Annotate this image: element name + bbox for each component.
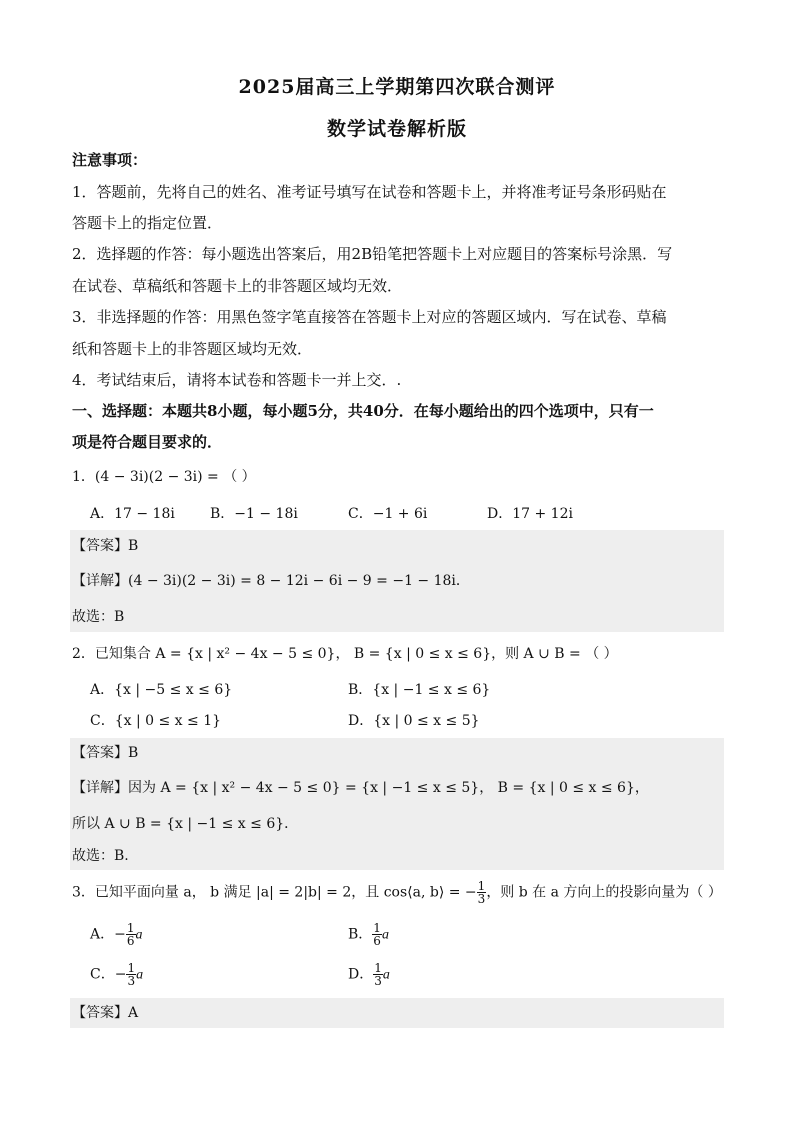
q3-stem-part: ，则 b 在 a 方向上的投影向量为（ ） (486, 884, 722, 901)
q2-choose: 故选：B. (72, 848, 129, 864)
question-3-stem (72, 880, 724, 905)
q3-stem-part: 3．已知平面向量 a， b 满足 |a| = 2|b| = 2，且 cos⟨a, b⟩ = − (72, 884, 477, 901)
exam-title: 2025届高三上学期第四次联合测评 (238, 76, 556, 98)
notice-line: 答题卡上的指定位置． (72, 214, 223, 232)
q3-option-fraction: $\frac{1}{6}$ (126, 921, 135, 948)
q3-stem-fraction: $\frac{1}{3}$ (477, 879, 486, 906)
q1-option-a: A．17 − 18i (90, 506, 175, 522)
q2-answer: 【答案】B (72, 745, 139, 761)
q1-option-d: D．17 + 12i (487, 506, 573, 522)
q3-answer: 【答案】A (72, 1005, 139, 1021)
question-2-stem: 2．已知集合 A = {x | x² − 4x − 5 ≤ 0}， B = {x | 0 ≤ x ≤ 6}，则 A ∪ B = （ ） (72, 646, 618, 662)
question-1-stem: 1．(4 − 3i)(2 − 3i) = （ ） (72, 469, 256, 485)
q3-option-fraction: $\frac{1}{6}$ (373, 921, 381, 948)
q2-option-d: D．{x | 0 ≤ x ≤ 5} (348, 713, 480, 729)
q2-option-c: C．{x | 0 ≤ x ≤ 1} (90, 713, 222, 729)
notice-line: 在试卷、草稿纸和答题卡上的非答题区域均无效． (72, 277, 403, 295)
q2-option-b: B．{x | −1 ≤ x ≤ 6} (348, 682, 491, 698)
notice-line: 2．选择题的作答：每小题选出答案后，用2B铅笔把答题卡上对应题目的答案标号涂黑．写 (72, 245, 673, 263)
q3-option-c: C．− $\frac{1}{3}$ a (90, 961, 144, 988)
q1-option-c: C．−1 + 6i (348, 506, 428, 522)
q1-detail: 【详解】(4 − 3i)(2 − 3i) = 8 − 12i − 6i − 9 = −1 − 18i． (72, 573, 470, 589)
q3-option-a: A．− $\frac{1}{6}$ a (90, 921, 143, 948)
q1-answer: 【答案】B (72, 538, 139, 554)
q1-option-b: B．−1 − 18i (210, 506, 298, 522)
notice-line: 3．非选择题的作答：用黑色签字笔直接答在答题卡上对应的答题区域内．写在试卷、草稿 (72, 308, 667, 326)
exam-subtitle: 数学试卷解析版 (326, 118, 467, 140)
notice-line: 1．答题前，先将自己的姓名、准考证号填写在试卷和答题卡上，并将准考证号条形码贴在 (72, 183, 667, 201)
notice-heading: 注意事项： (72, 151, 148, 169)
q2-option-a: A．{x | −5 ≤ x ≤ 6} (90, 682, 233, 698)
q3-option-d: D． $\frac{1}{3}$ a (348, 961, 390, 988)
notice-line: 纸和答题卡上的非答题区域均无效． (72, 340, 313, 358)
q3-option-fraction: $\frac{1}{3}$ (127, 961, 136, 988)
section-heading: 一、选择题：本题共8小题，每小题5分，共40分．在每小题给出的四个选项中，只有一 (72, 402, 654, 420)
q2-detail-cont: 所以 A ∪ B = {x | −1 ≤ x ≤ 6}． (72, 816, 299, 832)
q3-option-fraction: $\frac{1}{3}$ (374, 961, 382, 988)
q2-detail: 【详解】因为 A = {x | x² − 4x − 5 ≤ 0} = {x | −1 ≤ x ≤ 5}， B = {x | 0 ≤ x ≤ 6}， (72, 780, 649, 796)
section-heading-cont: 项是符合题目要求的． (72, 433, 223, 451)
notice-line: 4．考试结束后，请将本试卷和答题卡一并上交．. (72, 371, 402, 389)
q1-choose: 故选：B (72, 609, 125, 625)
q3-option-b: B． $\frac{1}{6}$ a (348, 921, 389, 948)
